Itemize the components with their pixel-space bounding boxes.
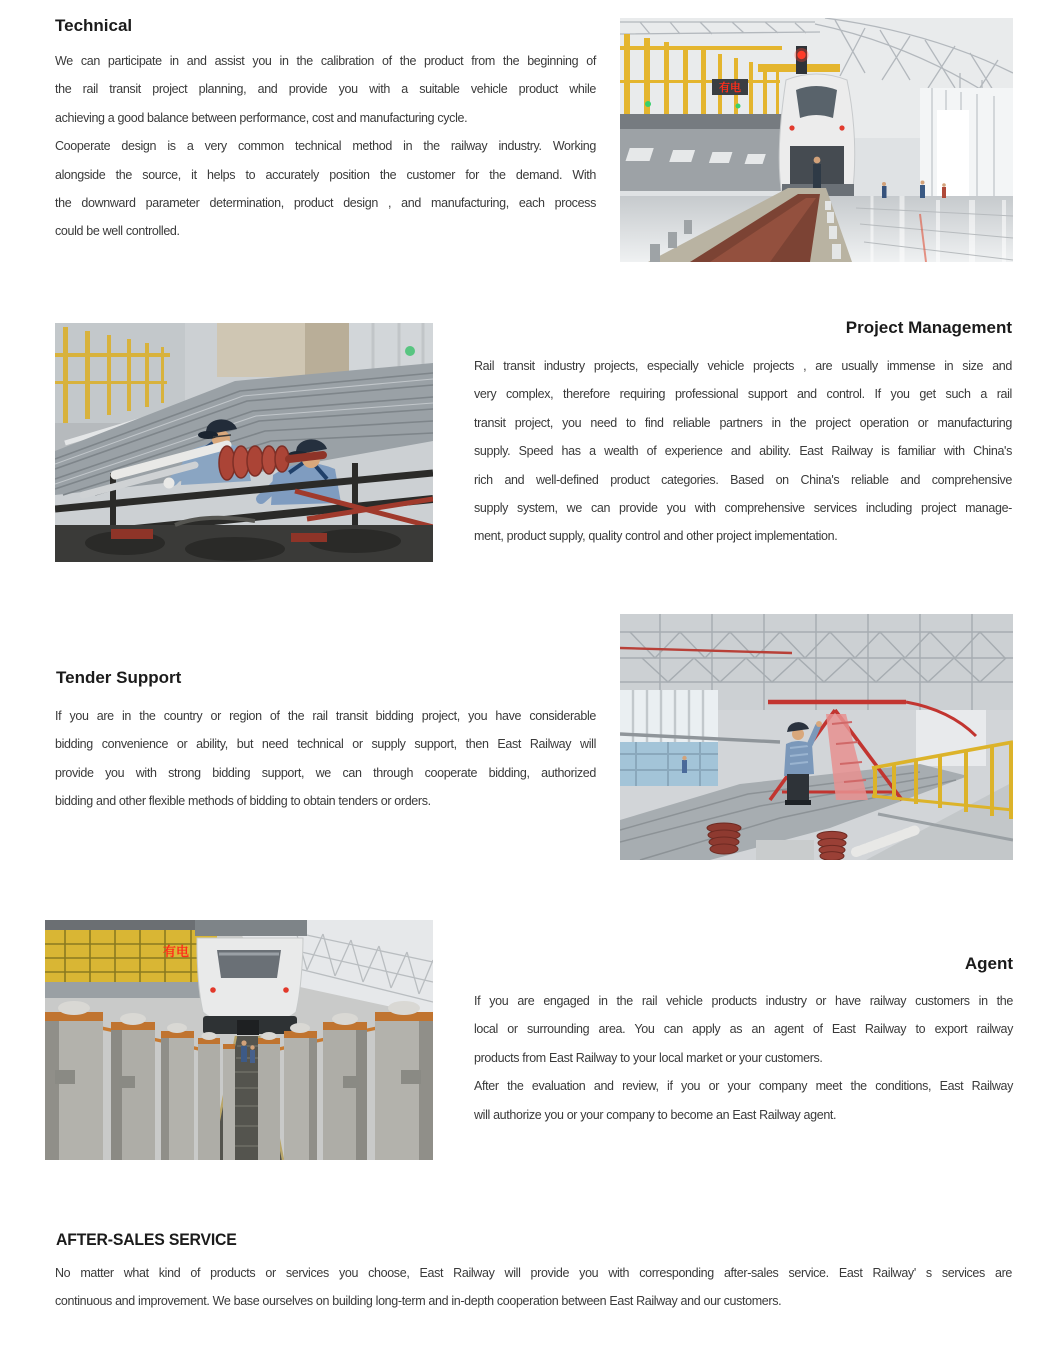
photo-pantograph-inspection (620, 614, 1013, 860)
led-sign-text: 有电 (719, 82, 741, 94)
depot-hall-illustration (620, 18, 1013, 262)
text-line: continuous and improvement. We base ourselves on building long-term and in-depth cooperation between East Railway and our customers. (55, 1294, 782, 1309)
paragraph-project-management (474, 352, 1012, 551)
text-line: We can participate in and assist you in the calibration of the product from the beginning of (55, 54, 596, 68)
led-sign-text: 有电 (163, 944, 190, 959)
text-line: supply system, we can provide you with comprehensive services including project manage- (474, 501, 1012, 516)
text-line: will authorize you or your company to become an East Railway agent. (474, 1107, 837, 1122)
text-line: ment, product supply, quality control and other project implementation. (474, 529, 838, 544)
text-line: could be well controlled. (55, 224, 180, 239)
roof-workers-illustration (55, 323, 433, 562)
text-line: the rail transit project planning, and provide you with a suitable vehicle product while (55, 82, 596, 97)
section-heading-after-sales: AFTER-SALES SERVICE (56, 1230, 237, 1249)
pantograph-inspection-illustration (620, 614, 1013, 860)
text-line: If you are in the country or region of the rail transit bidding project, you have considerable (55, 709, 596, 723)
text-line: alongside the source, it helps to accurately position the customer for the demand. With (55, 167, 596, 182)
text-line: transit project, you need to find reliable partners in the project operation or manufacturing (474, 415, 1012, 430)
inspection-pit-illustration (45, 920, 433, 1160)
photo-roof-workers (55, 323, 433, 562)
text-line: bidding and other flexible methods of bidding to obtain tenders or orders. (55, 794, 431, 809)
paragraph-after-sales (55, 1259, 1012, 1315)
text-line: local or surrounding area. You can apply as an agent of East Railway to export railway (474, 1022, 1013, 1037)
photo-depot-hall (620, 18, 1013, 262)
text-line: provide you with strong bidding support, we can through cooperate bidding, authorized (55, 765, 596, 780)
text-line: rich and well-defined product categories. Based on China's reliable and comprehensive (474, 472, 1012, 487)
text-line: No matter what kind of products or services you choose, East Railway will provide you with corresponding after-sales service. East Railway' s services are (55, 1266, 1012, 1280)
section-heading-technical: Technical (55, 16, 133, 35)
section-heading-agent: Agent (964, 954, 1013, 973)
text-line: If you are engaged in the rail vehicle products industry or have railway customers in the (474, 994, 1013, 1008)
text-line: very complex, therefore requiring professional support and control. If you get such a rail (474, 387, 1012, 402)
section-heading-project-management: Project Management (845, 318, 1012, 337)
text-line: bidding convenience or ability, but need technical or supply support, then East Railway will (55, 737, 596, 752)
paragraph-tender-support (55, 702, 596, 816)
paragraph-agent (474, 987, 1013, 1129)
text-line: supply. Speed has a wealth of experience and ability. East Railway is familiar with China's (474, 444, 1012, 459)
text-line: products from East Railway to your local market or your customers. (474, 1050, 823, 1065)
section-heading-tender-support: Tender Support (56, 668, 182, 687)
text-line: achieving a good balance between performance, cost and manufacturing cycle. (55, 110, 468, 125)
text-line: the downward parameter determination, product design , and manufacturing, each process (55, 196, 596, 211)
paragraph-technical (55, 47, 596, 246)
text-line: After the evaluation and review, if you or your company meet the conditions, East Railway (474, 1079, 1013, 1094)
text-line: Cooperate design is a very common technical method in the railway industry. Working (55, 139, 596, 154)
text-line: Rail transit industry projects, especially vehicle projects , are usually immense in size and (474, 359, 1012, 373)
photo-inspection-pit (45, 920, 433, 1160)
